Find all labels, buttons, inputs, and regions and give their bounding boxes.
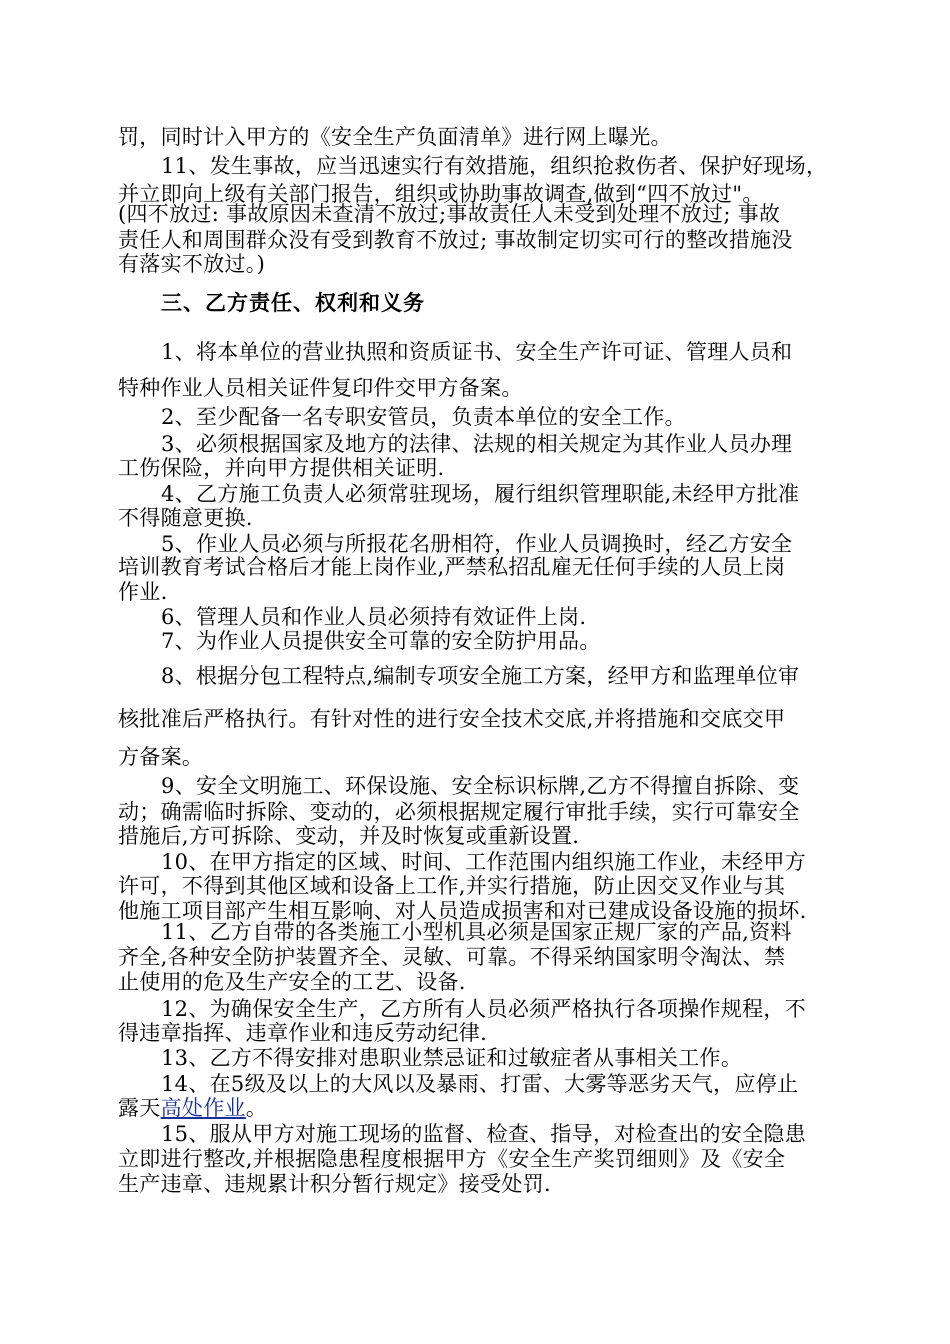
paragraph-line: 13、乙方不得安排对患职业禁忌证和过敏症者从事相关工作。 bbox=[161, 1046, 743, 1070]
line-suffix: 。 bbox=[245, 1096, 268, 1120]
paragraph-line: 核批准后严格执行。有针对性的进行安全技术交底,并将措施和交底交甲 bbox=[118, 707, 786, 731]
paragraph-line: 15、服从甲方对施工现场的监督、检查、指导，对检查出的安全隐患 bbox=[161, 1122, 807, 1146]
paragraph-line: 10、在甲方指定的区域、时间、工作范围内组织施工作业，未经甲方 bbox=[161, 850, 807, 874]
paragraph-line: 8、根据分包工程特点,编制专项安全施工方案，经甲方和监理单位审 bbox=[161, 664, 800, 688]
section-heading: 三、乙方责任、权利和义务 bbox=[161, 290, 425, 315]
paragraph-line: 止使用的危及生产安全的工艺、设备. bbox=[118, 970, 466, 994]
paragraph-line: 6、管理人员和作业人员必须持有效证件上岗. bbox=[161, 605, 587, 629]
paragraph-line: 动；确需临时拆除、变动的，必须根据规定履行审批手续，实行可靠安全 bbox=[118, 800, 800, 824]
paragraph-line: 11、乙方自带的各类施工小型机具必须是国家正规厂家的产品,资料 bbox=[161, 920, 792, 944]
paragraph-line: 9、安全文明施工、环保设施、安全标识标牌,乙方不得擅自拆除、变 bbox=[161, 774, 800, 798]
paragraph-line: 生产违章、违规累计积分暂行规定》接受处罚. bbox=[118, 1172, 551, 1196]
paragraph-line: 方备案。 bbox=[118, 745, 204, 769]
paragraph-line: 特种作业人员相关证件复印件交甲方备案。 bbox=[118, 376, 523, 400]
paragraph-line: 罚，同时计入甲方的《安全生产负面清单》进行网上曝光。 bbox=[118, 125, 672, 149]
paragraph-line: 14、在5级及以上的大风以及暴雨、打雷、大雾等恶劣天气，应停止 bbox=[161, 1072, 799, 1096]
paragraph-line-with-link bbox=[118, 1095, 838, 1121]
paragraph-line: 2、至少配备一名专职安管员，负责本单位的安全工作。 bbox=[161, 405, 686, 429]
paragraph-line: 5、作业人员必须与所报花名册相符，作业人员调换时，经乙方安全 bbox=[161, 532, 793, 556]
paragraph-line: 责任人和周围群众没有受到教育不放过; 事故制定切实可行的整改措施没 bbox=[118, 228, 793, 252]
paragraph-line: 12、为确保安全生产，乙方所有人员必须严格执行各项操作规程，不 bbox=[161, 997, 807, 1021]
paragraph-line: 立即进行整改,并根据隐患程度根据甲方《安全生产奖罚细则》及《安全 bbox=[118, 1147, 786, 1171]
paragraph-line: 工伤保险，并向甲方提供相关证明. bbox=[118, 456, 445, 480]
paragraph-line: 7、为作业人员提供安全可靠的安全防护用品。 bbox=[161, 629, 601, 653]
paragraph-line: 1、将本单位的营业执照和资质证书、安全生产许可证、管理人员和 bbox=[161, 340, 793, 364]
line-prefix: 露天 bbox=[118, 1096, 161, 1120]
paragraph-line: 11、发生事故，应当迅速实行有效措施，组织抢救伤者、保护好现场， bbox=[161, 154, 828, 178]
paragraph-line: (四不放过: 事故原因未查清不放过;事故责任人未受到处理不放过; 事故 bbox=[118, 202, 781, 226]
paragraph-line: 4、乙方施工负责人必须常驻现场，履行组织管理职能,未经甲方批准 bbox=[161, 482, 800, 506]
paragraph-line: 3、必须根据国家及地方的法律、法规的相关规定为其作业人员办理 bbox=[161, 432, 793, 456]
paragraph-line: 齐全,各种安全防护装置齐全、灵敏、可靠。不得采纳国家明令淘汰、禁 bbox=[118, 945, 786, 969]
paragraph-line: 作业. bbox=[118, 580, 168, 604]
paragraph-line: 培训教育考试合格后才能上岗作业,严禁私招乱雇无任何手续的人员上岗 bbox=[118, 555, 786, 579]
paragraph-line: 并立即向上级有关部门报告，组织或协助事故调查,做到“四不放过"。 bbox=[118, 182, 764, 206]
paragraph-line: 许可，不得到其他区域和设备上工作,并实行措施，防止因交叉作业与其 bbox=[118, 874, 786, 898]
paragraph-line: 他施工项目部产生相互影响、对人员造成损害和对已建成设备设施的损坏. bbox=[118, 899, 807, 923]
paragraph-line: 得违章指挥、违章作业和违反劳动纪律. bbox=[118, 1021, 488, 1045]
paragraph-line: 有落实不放过。) bbox=[118, 252, 266, 276]
high-altitude-work-link[interactable]: 高处作业 bbox=[160, 1096, 246, 1120]
paragraph-line: 不得随意更换. bbox=[118, 506, 253, 530]
paragraph-line: 措施后,方可拆除、变动，并及时恢复或重新设置. bbox=[118, 824, 580, 848]
